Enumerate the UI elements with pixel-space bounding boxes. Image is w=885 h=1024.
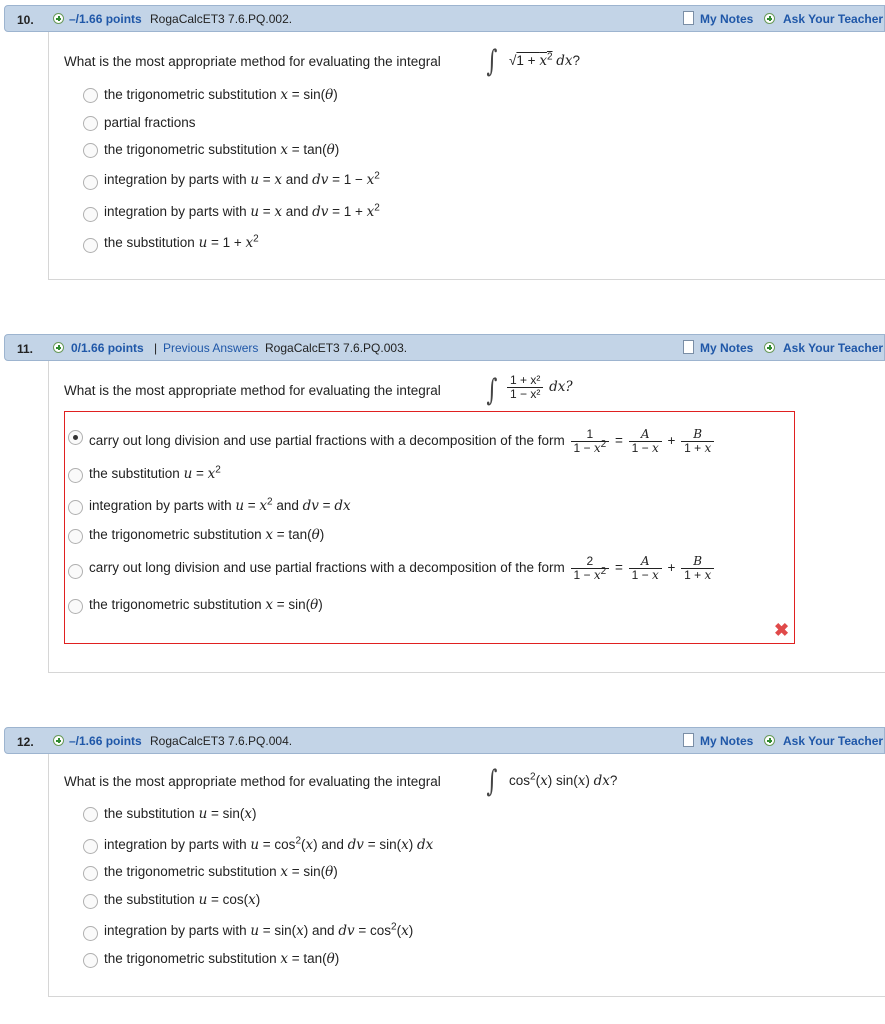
- answer-option: the substitution u = sin(x): [104, 806, 257, 822]
- note-icon[interactable]: [683, 11, 694, 25]
- answer-radio[interactable]: [83, 88, 98, 103]
- question-number: 10.: [17, 13, 34, 27]
- answer-option: integration by parts with $u = x^2$ and dv = dx: [89, 496, 351, 514]
- my-notes-link[interactable]: My Notes: [700, 341, 754, 355]
- answer-radio[interactable]: [68, 564, 83, 579]
- answer-option: integration by parts with u = sin(x) and dv = $\cos^2(x)$: [104, 921, 414, 939]
- answer-option: the trigonometric substitution x = sin(θ): [104, 87, 338, 103]
- answer-option: integration by parts with u = x and dv = $1 + x^2$: [104, 202, 380, 220]
- answer-option: the trigonometric substitution x = tan(θ): [104, 142, 340, 158]
- points-label: –/1.66 points: [69, 12, 142, 26]
- answer-radio[interactable]: [83, 894, 98, 909]
- question-prompt: What is the most appropriate method for evaluating the integral: [64, 54, 441, 69]
- question-body: [48, 32, 885, 280]
- answer-option: carry out long division and use partial fractions with a decomposition of the form $\frac{1}{1 - x^2}$ = $\frac{A}{1 - x}$ + $\frac{B}{1 + x}$: [89, 428, 716, 455]
- assignment-id: RogaCalcET3 7.6.PQ.004.: [150, 734, 293, 748]
- answer-radio-selected[interactable]: [68, 430, 83, 445]
- question-prompt: What is the most appropriate method for evaluating the integral: [64, 774, 441, 789]
- question-body: [48, 361, 885, 673]
- ask-teacher-link[interactable]: Ask Your Teacher: [783, 734, 884, 748]
- points-label: –/1.66 points: [69, 734, 142, 748]
- expand-plus-icon[interactable]: [53, 13, 64, 24]
- question-header: [4, 334, 885, 361]
- answer-option: the trigonometric substitution x = tan(θ): [89, 527, 325, 543]
- answer-radio[interactable]: [83, 143, 98, 158]
- integral-sign: ∫: [486, 764, 498, 799]
- answer-radio[interactable]: [83, 116, 98, 131]
- question-header: [4, 727, 885, 754]
- answer-option: the substitution $u = x^2$: [89, 464, 221, 482]
- answer-radio[interactable]: [83, 207, 98, 222]
- answer-radio[interactable]: [68, 468, 83, 483]
- answer-option: the trigonometric substitution x = sin(θ): [104, 864, 338, 880]
- assignment-id: RogaCalcET3 7.6.PQ.002.: [150, 12, 293, 26]
- question-number: 11.: [17, 342, 34, 356]
- answer-option: the substitution u = cos(x): [104, 892, 261, 908]
- answer-radio[interactable]: [83, 926, 98, 941]
- expand-plus-icon[interactable]: [53, 342, 64, 353]
- ask-teacher-plus-icon[interactable]: [764, 13, 775, 24]
- answer-radio[interactable]: [83, 953, 98, 968]
- integral-sign: ∫: [486, 44, 498, 79]
- answer-radio[interactable]: [83, 238, 98, 253]
- question-header: [4, 5, 885, 32]
- previous-answers-link[interactable]: Previous Answers: [163, 341, 259, 355]
- answer-radio[interactable]: [83, 807, 98, 822]
- integral-sign: ∫: [486, 373, 498, 408]
- note-icon[interactable]: [683, 733, 694, 747]
- ask-teacher-link[interactable]: Ask Your Teacher: [783, 341, 884, 355]
- integrand: $\frac{\text{1 + x²}}{\text{1 − x²}}$ dx?: [505, 374, 573, 401]
- answer-radio[interactable]: [68, 599, 83, 614]
- integrand: $\cos^2(x)$ sin(x) dx?: [509, 771, 618, 789]
- assignment-id: RogaCalcET3 7.6.PQ.003.: [265, 341, 408, 355]
- ask-teacher-link[interactable]: Ask Your Teacher: [783, 12, 884, 26]
- ask-teacher-plus-icon[interactable]: [764, 735, 775, 746]
- question-body: [48, 754, 885, 997]
- question-prompt: What is the most appropriate method for evaluating the integral: [64, 383, 441, 398]
- incorrect-x-icon: ✖: [774, 620, 790, 640]
- answer-feedback-box: [64, 411, 795, 644]
- answer-option: the trigonometric substitution x = tan(θ): [104, 951, 340, 967]
- note-icon[interactable]: [683, 340, 694, 354]
- answer-option: the trigonometric substitution x = sin(θ): [89, 597, 323, 613]
- answer-option: partial fractions: [104, 115, 196, 130]
- answer-option: integration by parts with $u = \cos^2(x)$ and dv = sin(x) dx: [104, 835, 434, 853]
- answer-option: carry out long division and use partial fractions with a decomposition of the form $\frac{2}{1 - x^2}$ = $\frac{A}{1 - x}$ + $\frac{B}{1 + x}$: [89, 555, 716, 582]
- my-notes-link[interactable]: My Notes: [700, 12, 754, 26]
- my-notes-link[interactable]: My Notes: [700, 734, 754, 748]
- ask-teacher-plus-icon[interactable]: [764, 342, 775, 353]
- expand-plus-icon[interactable]: [53, 735, 64, 746]
- answer-radio[interactable]: [68, 500, 83, 515]
- answer-radio[interactable]: [83, 839, 98, 854]
- answer-option: the substitution $u = 1 + x^2$: [104, 233, 259, 251]
- answer-option: integration by parts with u = x and dv = $1 - x^2$: [104, 170, 380, 188]
- integrand: $√1 + x^2$ dx?: [509, 51, 581, 69]
- answer-radio[interactable]: [68, 529, 83, 544]
- separator: |: [154, 341, 158, 355]
- answer-radio[interactable]: [83, 866, 98, 881]
- points-label: 0/1.66 points: [71, 341, 144, 355]
- answer-radio[interactable]: [83, 175, 98, 190]
- question-number: 12.: [17, 735, 34, 749]
